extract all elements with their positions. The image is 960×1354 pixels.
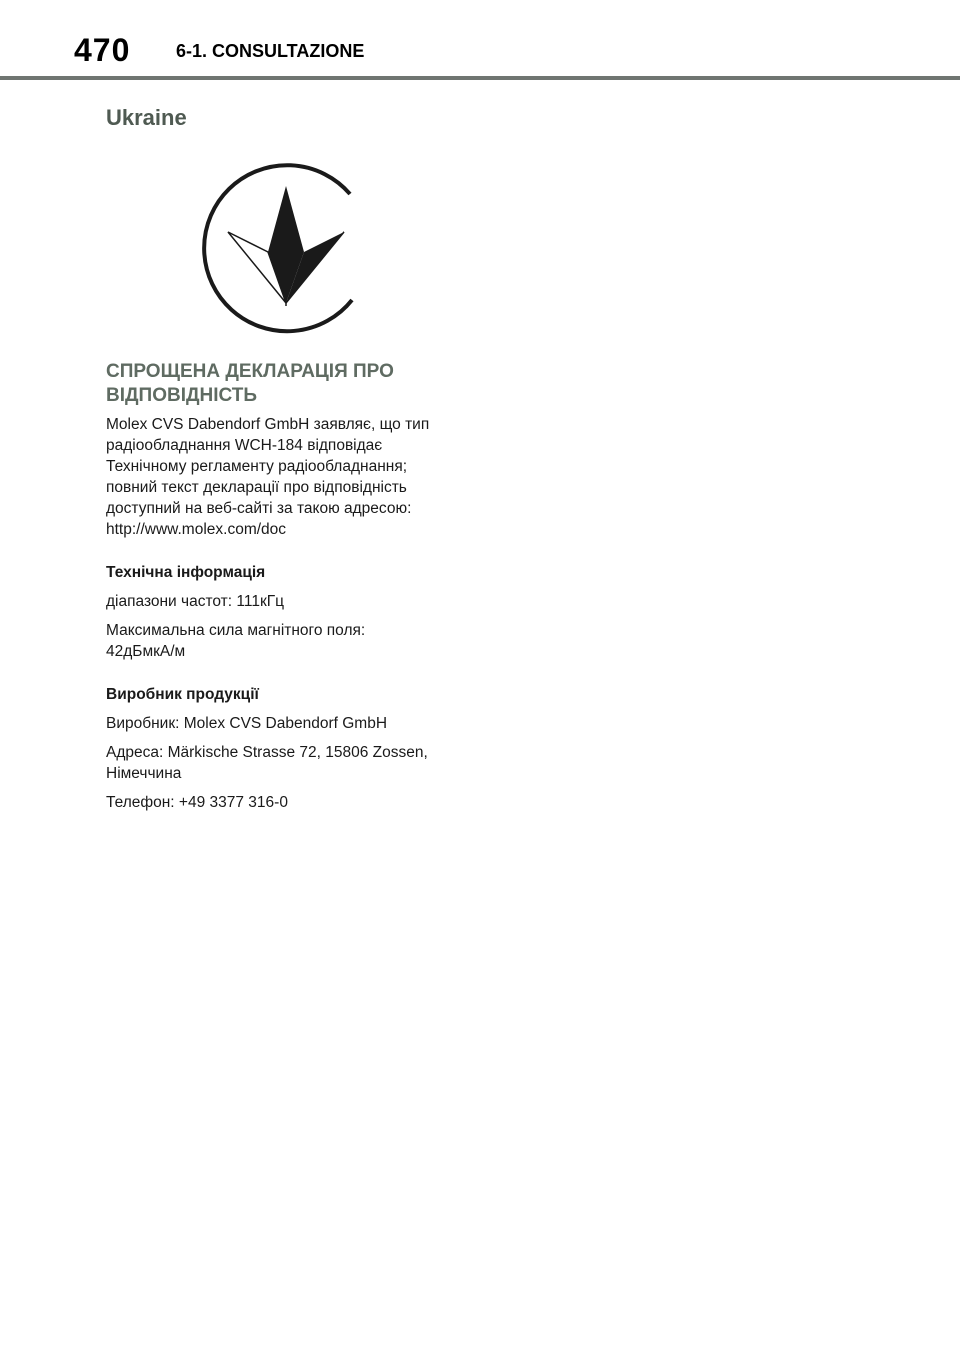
page-header (0, 0, 960, 80)
address-line: Адреса: Märkische Strasse 72, 15806 Zossen, (106, 744, 428, 761)
header-divider (0, 76, 960, 80)
declaration-text (106, 414, 466, 540)
frequency-range-text: діапазони частот: 111кГц (106, 593, 285, 610)
declaration-text-line: Molex CVS Dabendorf GmbH заявляє, що тип (106, 416, 430, 433)
declaration-heading (106, 360, 466, 408)
declaration-text-line: повний текст декларації про відповідність (106, 479, 407, 496)
magnetic-field-line: 42дБмкА/м (106, 643, 186, 660)
declaration-text-line: радіообладнання WCH-184 відповідає (106, 437, 383, 454)
magnetic-field-line: Максимальна сила магнітного поля: (106, 622, 366, 639)
ukrsepro-conformity-mark-icon (194, 156, 364, 336)
declaration-text-line: Технічному регламенту радіообладнання; (106, 458, 408, 475)
declaration-heading-line: ВІДПОВІДНІСТЬ (106, 385, 258, 406)
page-number: 470 (74, 32, 131, 68)
address-line: Німеччина (106, 765, 182, 782)
declaration-url: http://www.molex.com/doc (106, 521, 287, 538)
magnetic-field-text (106, 620, 466, 662)
technical-info-heading: Технічна інформація (106, 564, 266, 581)
content (106, 360, 466, 821)
manufacturer-name-text: Виробник: Molex CVS Dabendorf GmbH (106, 715, 388, 732)
country-heading: Ukraine (106, 105, 187, 130)
declaration-heading-line: СПРОЩЕНА ДЕКЛАРАЦІЯ ПРО (106, 361, 394, 382)
manufacturer-heading: Виробник продукції (106, 686, 259, 703)
manufacturer-address-text (106, 742, 466, 784)
declaration-text-line: доступний на веб-сайті за такою адресою: (106, 500, 412, 517)
section-title: 6-1. CONSULTAZIONE (176, 41, 365, 61)
manufacturer-phone-text: Телефон: +49 3377 316-0 (106, 794, 288, 811)
